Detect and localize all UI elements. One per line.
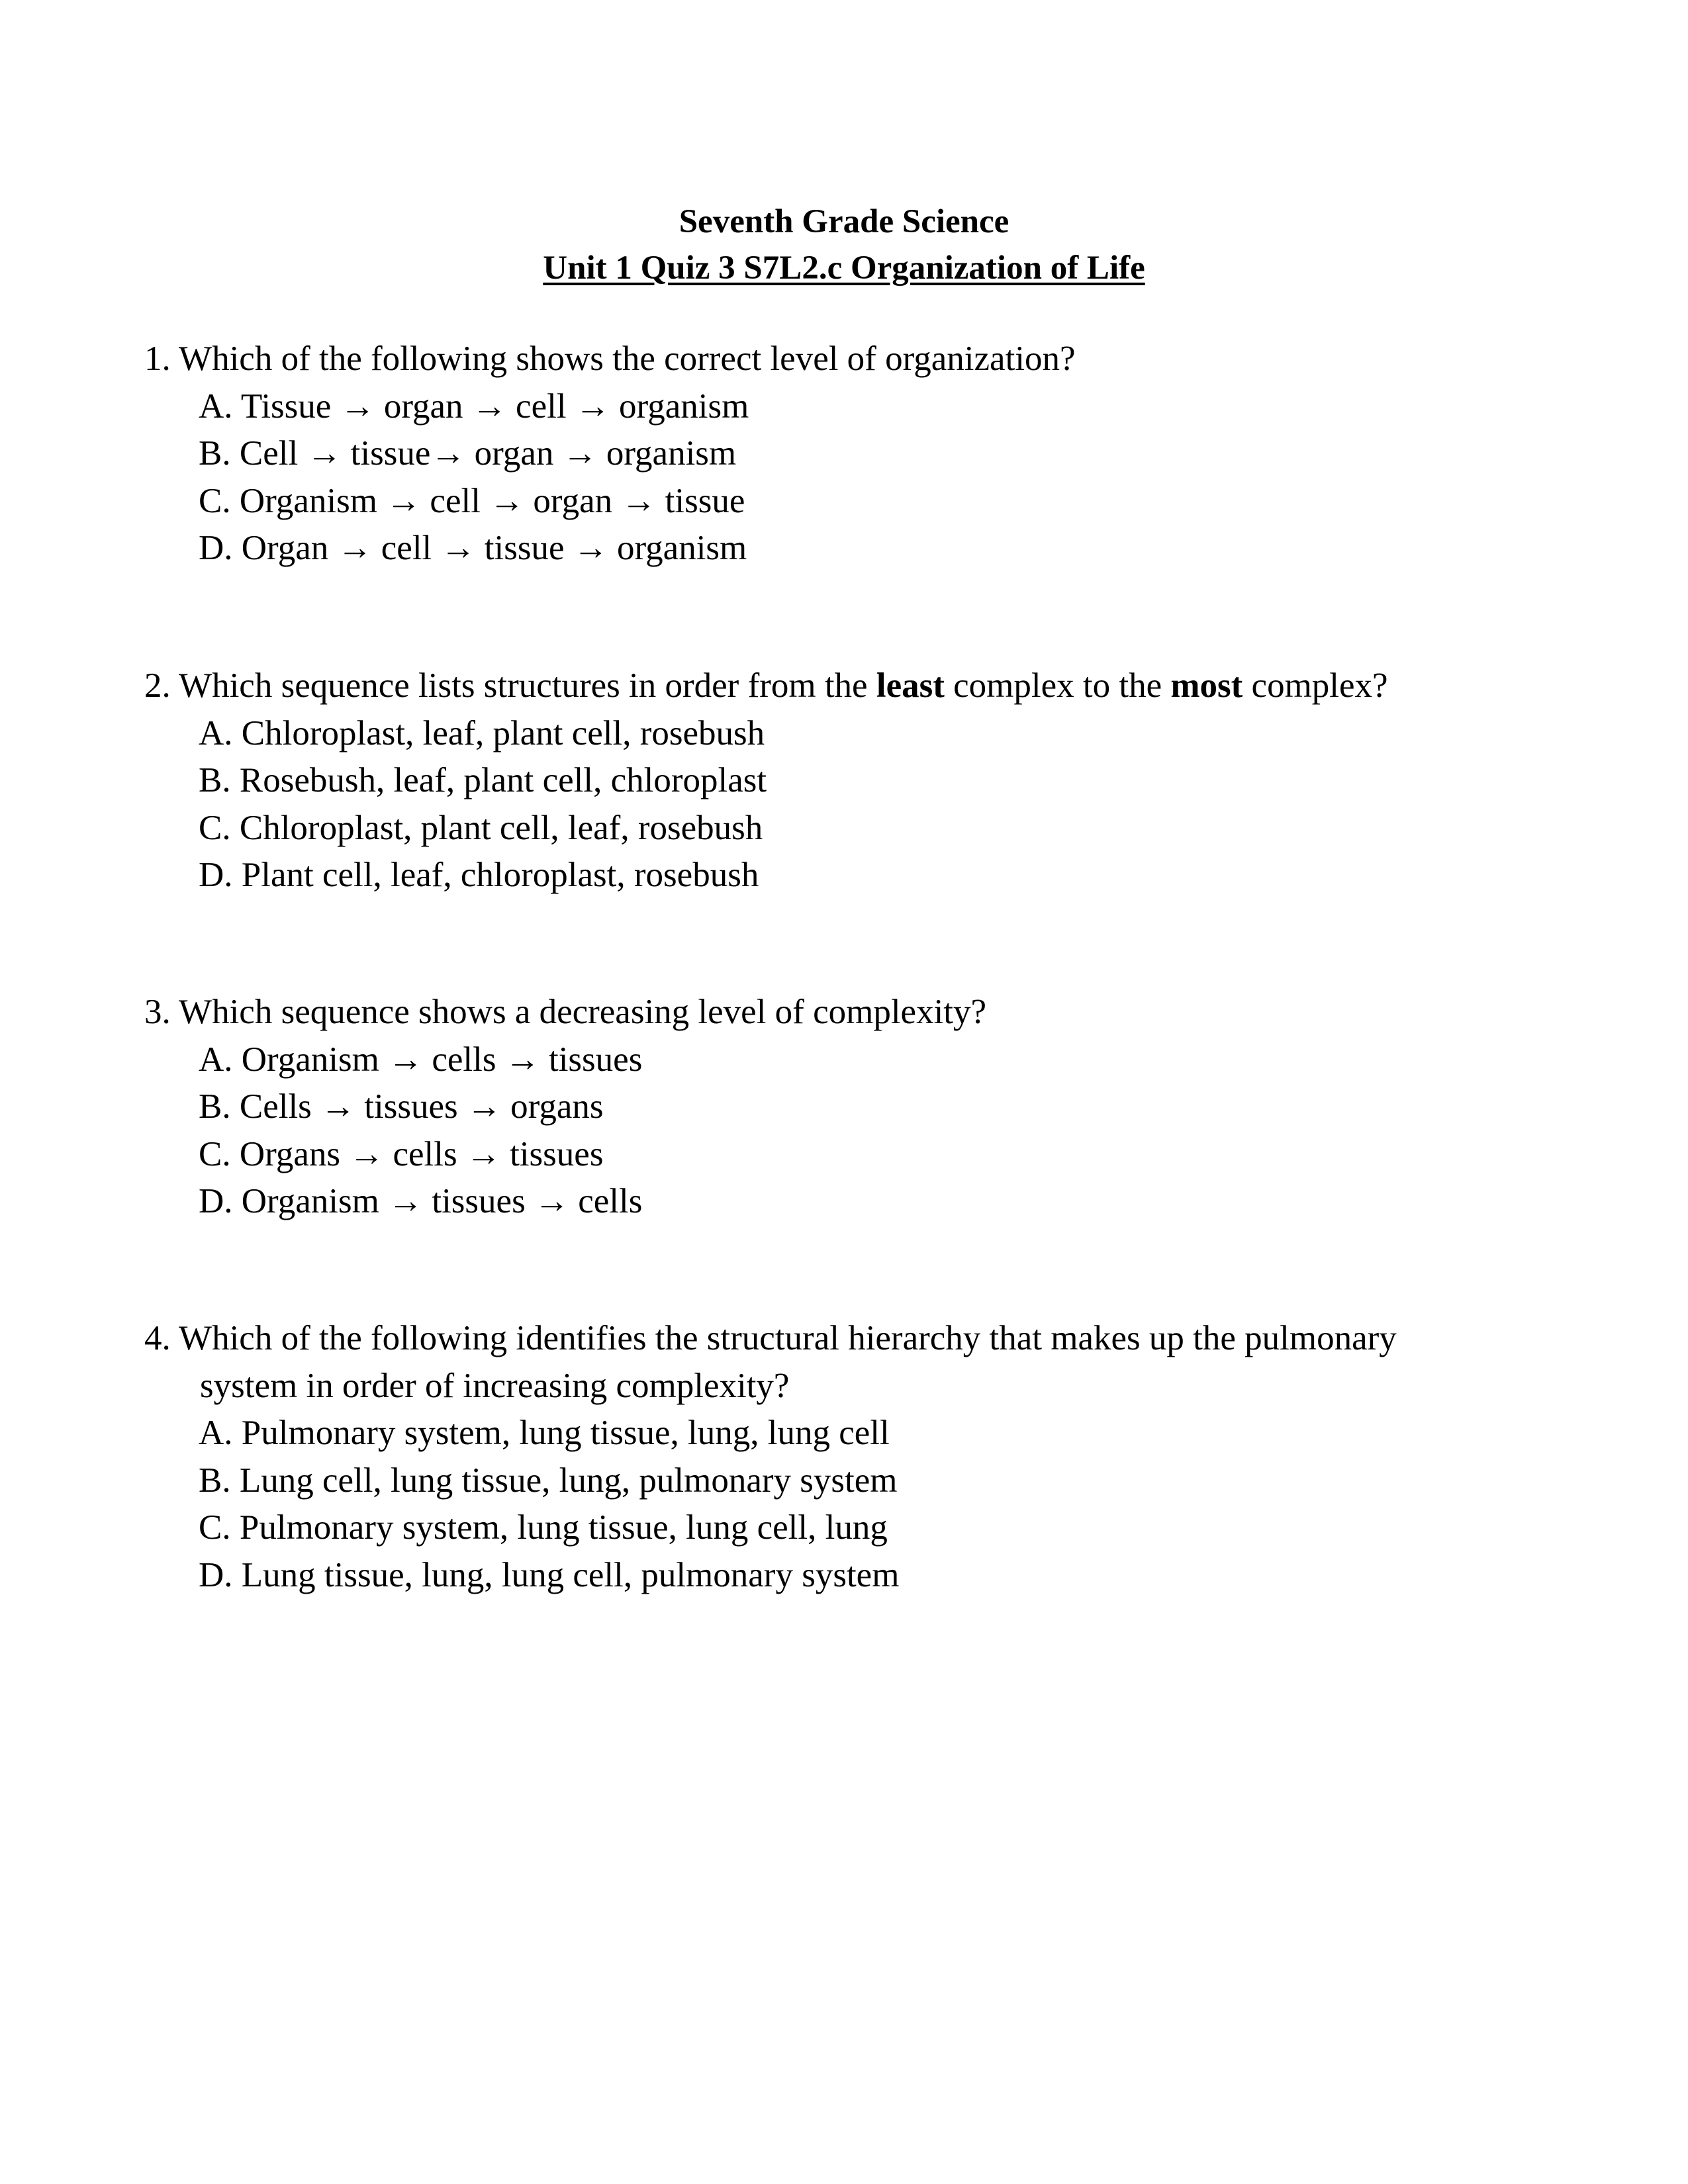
question-number: 3. — [144, 993, 171, 1031]
question-1-option-a: A. Tissue → organ → cell → organism — [199, 387, 749, 426]
question-3-option-a: A. Organism → cells → tissues — [199, 1040, 643, 1079]
question-2-option-a: A. Chloroplast, leaf, plant cell, rosebush — [199, 713, 765, 752]
question-3-option-c: C. Organs → cells → tissues — [199, 1134, 604, 1173]
question-4 — [144, 1315, 1568, 1599]
question-number: 4. — [144, 1319, 171, 1357]
emphasis-most: most — [1170, 666, 1243, 705]
question-1-stem — [144, 336, 1568, 383]
question-3 — [144, 989, 1568, 1226]
question-number: 1. — [144, 340, 171, 378]
question-text: Which of the following identifies the structural hierarchy that makes up the pulmonary — [179, 1319, 1397, 1357]
question-text: Which of the following shows the correct level of organization? — [179, 340, 1076, 378]
question-text-end: complex? — [1251, 666, 1388, 705]
question-4-option-a: A. Pulmonary system, lung tissue, lung, lung cell — [199, 1414, 890, 1452]
question-1-option-d: D. Organ → cell → tissue → organism — [199, 529, 747, 567]
question-3-stem — [144, 989, 1568, 1036]
question-text-start: Which sequence lists structures in order from the — [179, 666, 868, 705]
quiz-subtitle: Unit 1 Quiz 3 S7L2.c Organization of Life — [543, 250, 1145, 287]
quiz-header — [0, 199, 1688, 291]
question-text-middle: complex to the — [953, 666, 1162, 705]
question-2-stem — [144, 662, 1568, 710]
question-text: Which sequence shows a decreasing level of complexity? — [179, 993, 987, 1031]
question-2-option-c: C. Chloroplast, plant cell, leaf, rosebush — [199, 808, 763, 847]
question-4-option-d: D. Lung tissue, lung, lung cell, pulmonary system — [199, 1555, 900, 1594]
page-title: Seventh Grade Science — [679, 203, 1009, 240]
question-number: 2. — [144, 666, 171, 705]
question-2-option-d: D. Plant cell, leaf, chloroplast, rosebush — [199, 856, 759, 894]
question-4-option-b: B. Lung cell, lung tissue, lung, pulmonary system — [199, 1461, 898, 1500]
question-1-option-b: B. Cell → tissue→ organ → organism — [199, 434, 737, 473]
emphasis-least: least — [876, 666, 945, 705]
question-2 — [144, 662, 1568, 899]
question-4-stem-continued: system in order of increasing complexity? — [200, 1366, 790, 1405]
question-4-option-c: C. Pulmonary system, lung tissue, lung cell, lung — [199, 1508, 888, 1547]
question-4-stem — [144, 1315, 1568, 1363]
question-3-option-d: D. Organism → tissues → cells — [199, 1182, 643, 1220]
question-1-option-c: C. Organism → cell → organ → tissue — [199, 481, 745, 520]
question-2-option-b: B. Rosebush, leaf, plant cell, chloroplast — [199, 761, 767, 799]
question-1 — [144, 336, 1568, 572]
question-3-option-b: B. Cells → tissues → organs — [199, 1087, 604, 1126]
